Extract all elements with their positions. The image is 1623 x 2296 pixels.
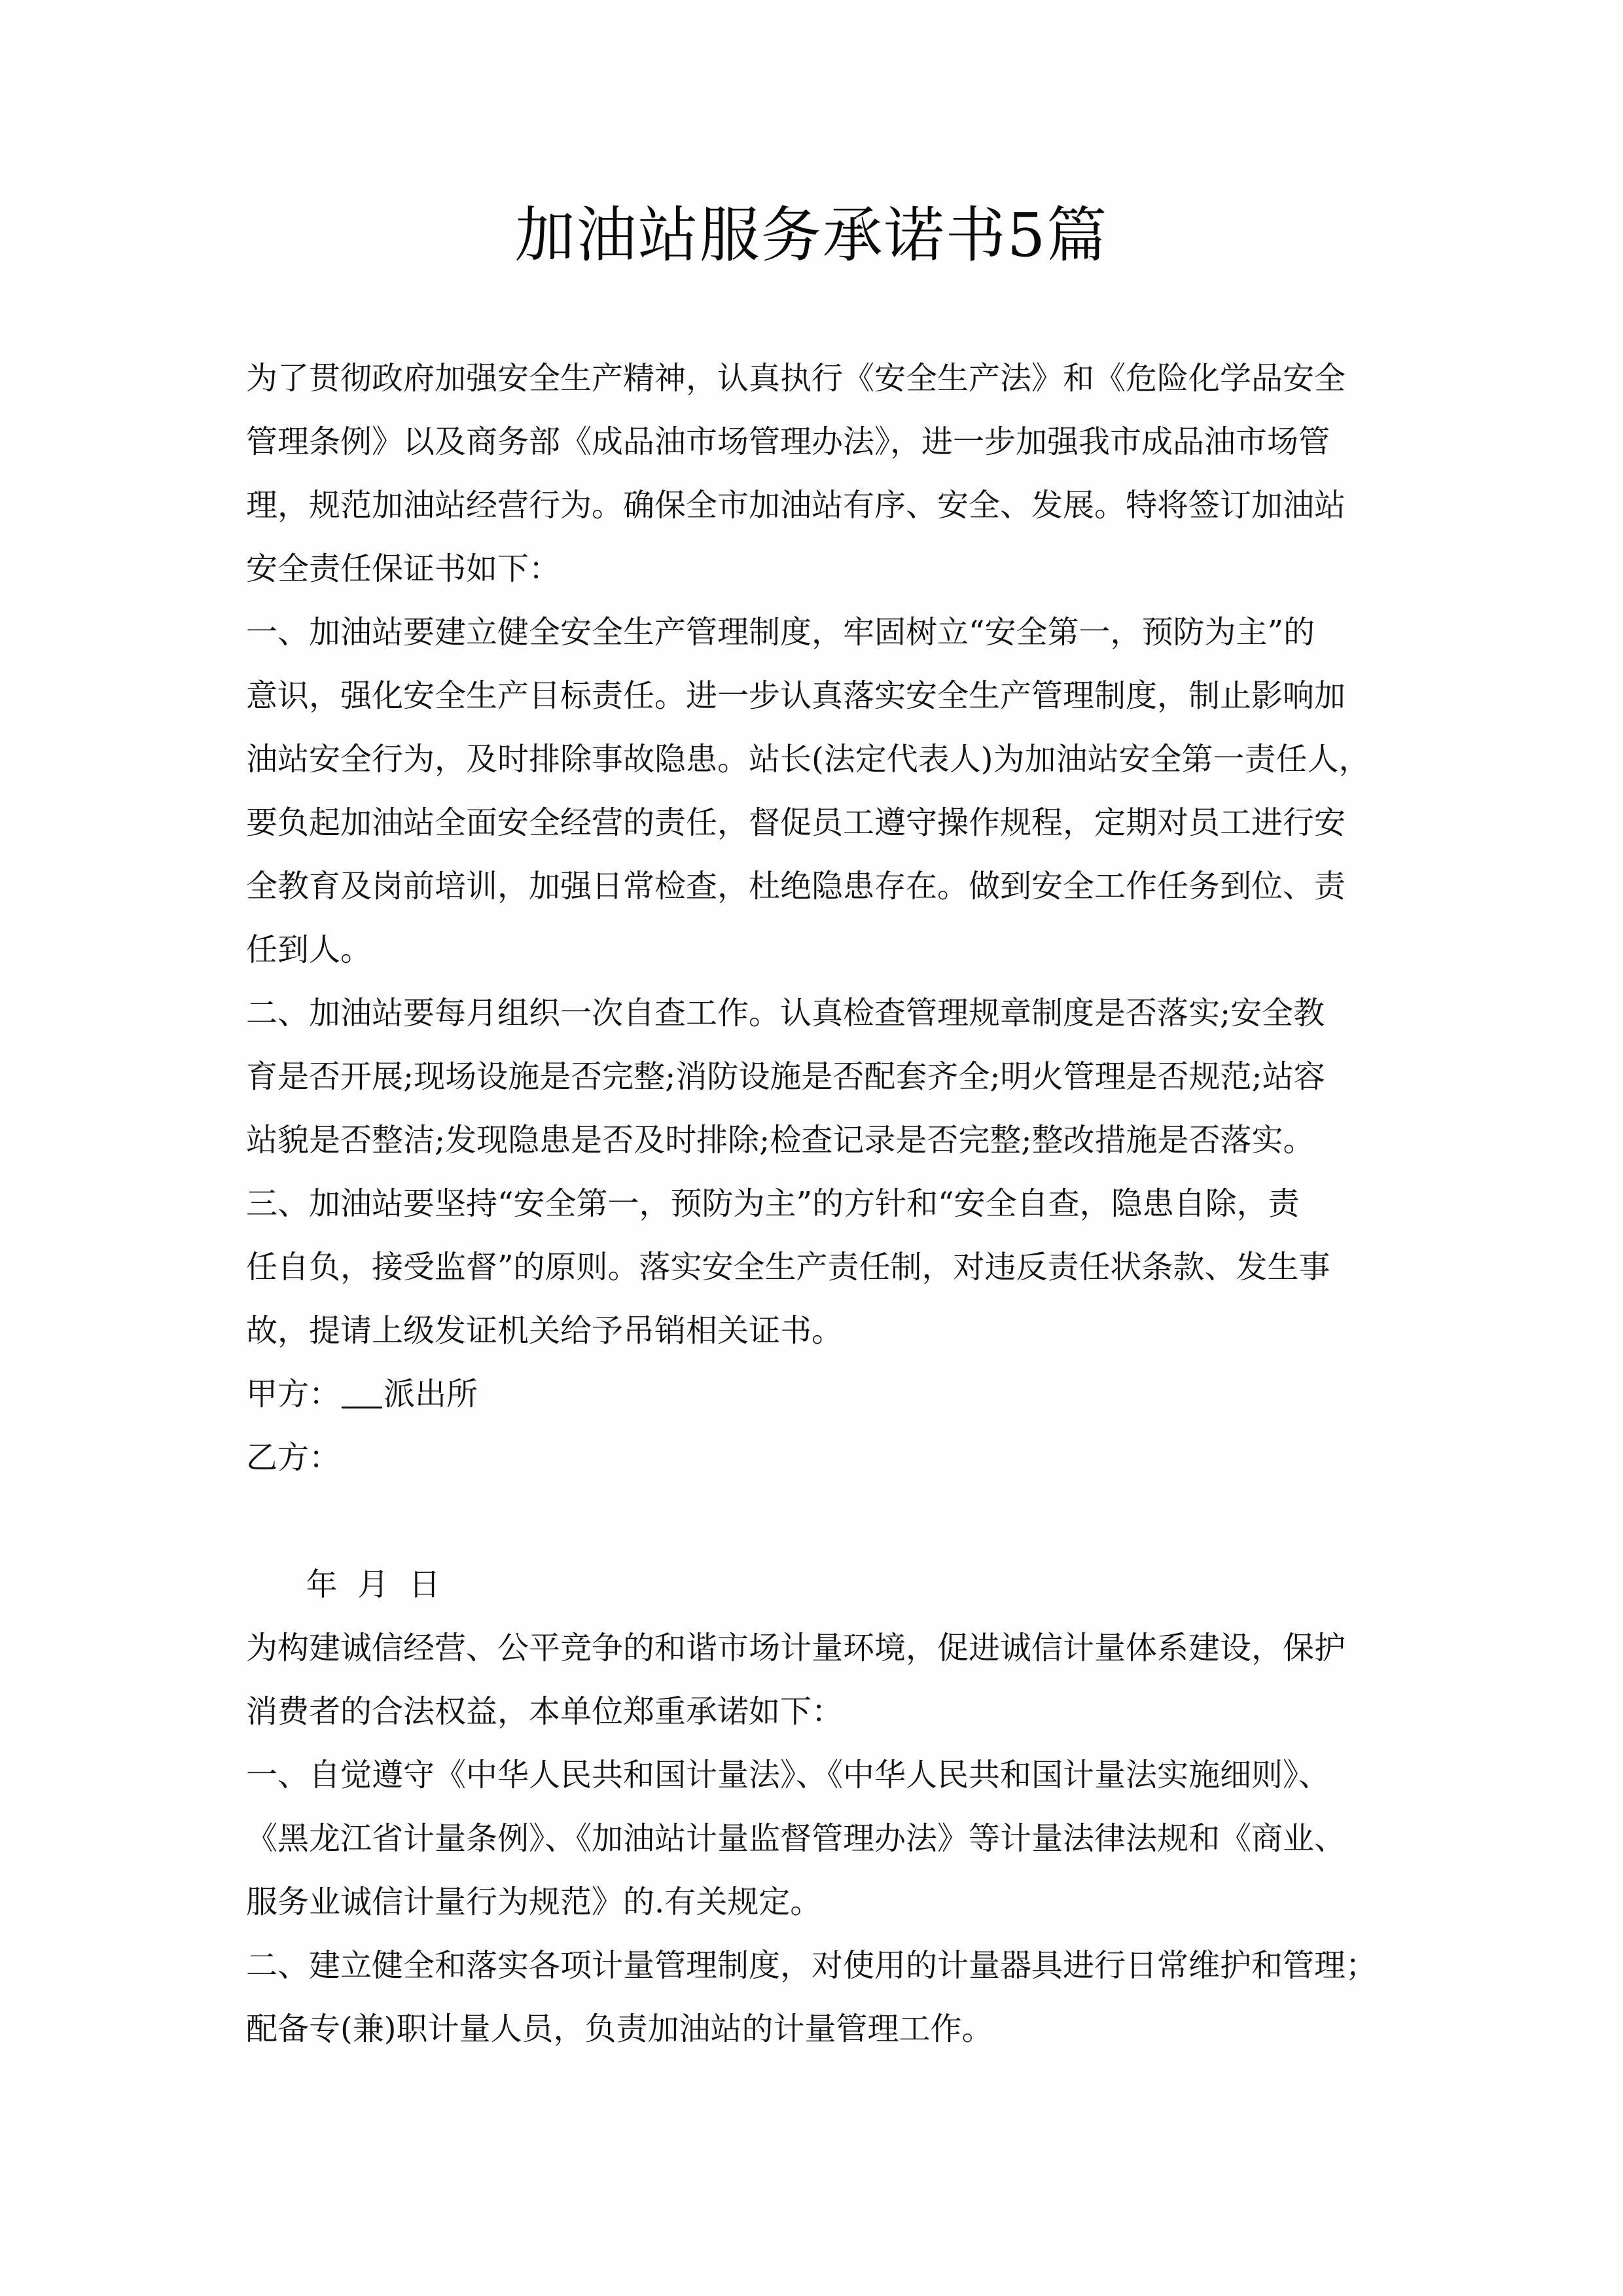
party-a-blank-field <box>342 1380 382 1408</box>
section1-item-2 <box>246 982 1398 1172</box>
text-line: 意识，强化安全生产目标责任。进一步认真落实安全生产管理制度，制止影响加 <box>246 677 1346 714</box>
text-line: 二、加油站要每月组织一次自查工作。认真检查管理规章制度是否落实;安全教 <box>246 995 1325 1031</box>
text-line: 消费者的合法权益，本单位郑重承诺如下： <box>246 1693 844 1730</box>
section2-item-2 <box>246 1934 1398 2061</box>
text-line: 要负起加油站全面安全经营的责任，督促员工遵守操作规程，定期对员工进行安 <box>246 804 1346 841</box>
text-line: 油站安全行为，及时排除事故隐患。站长(法定代表人)为加油站安全第一责任人， <box>246 741 1370 778</box>
party-a-label: 甲方： <box>246 1376 341 1412</box>
text-line: 管理条例》以及商务部《成品油市场管理办法》，进一步加强我市成品油市场管 <box>246 423 1330 460</box>
text-line: 任到人。 <box>246 931 372 968</box>
text-line: 为构建诚信经营、公平竞争的和谐市场计量环境，促进诚信计量体系建设，保护 <box>246 1630 1346 1666</box>
text-line: 服务业诚信计量行为规范》的.有关规定。 <box>246 1884 822 1920</box>
date-text: 年 月 日 <box>306 1566 440 1603</box>
text-line: 育是否开展;现场设施是否完整;消防设施是否配套齐全;明火管理是否规范;站容 <box>246 1058 1325 1095</box>
section1-intro <box>246 347 1398 601</box>
text-line: 配备专(兼)职计量人员，负责加油站的计量管理工作。 <box>246 2011 993 2047</box>
document-title: 加油站服务承诺书5篇 <box>514 200 1109 270</box>
text-line: 安全责任保证书如下： <box>246 550 561 587</box>
section1-item-1 <box>246 601 1398 982</box>
text-line: 一、自觉遵守《中华人民共和国计量法》、《中华人民共和国计量法实施细则》、 <box>246 1757 1330 1793</box>
document-body <box>246 347 1398 2061</box>
text-line: 站貌是否整洁;发现隐患是否及时排除;检查记录是否完整;整改措施是否落实。 <box>246 1122 1315 1158</box>
party-b-line <box>246 1426 1398 1490</box>
text-line: 三、加油站要坚持“安全第一，预防为主”的方针和“安全自查，隐患自除，责 <box>246 1185 1300 1222</box>
section2-item-1 <box>246 1744 1398 1934</box>
text-line: 为了贯彻政府加强安全生产精神，认真执行《安全生产法》和《危险化学品安全 <box>246 360 1346 397</box>
party-b-label: 乙方： <box>246 1439 341 1476</box>
section1-item-3 <box>246 1172 1398 1363</box>
text-line: 《黑龙江省计量条例》、《加油站计量监督管理办法》等计量法律法规和《商业、 <box>246 1820 1346 1857</box>
text-line: 一、加油站要建立健全安全生产管理制度，牢固树立“安全第一，预防为主”的 <box>246 614 1315 651</box>
section2-intro <box>246 1617 1398 1744</box>
text-line: 故，提请上级发证机关给予吊销相关证书。 <box>246 1312 844 1349</box>
text-line: 理，规范加油站经营行为。确保全市加油站有序、安全、发展。特将签订加油站 <box>246 487 1346 524</box>
text-line: 任自负，接受监督”的原则。落实安全生产责任制，对违反责任状条款、发生事 <box>246 1249 1330 1285</box>
party-a-value: 派出所 <box>383 1376 478 1412</box>
text-line: 全教育及岗前培训，加强日常检查，杜绝隐患存在。做到安全工作任务到位、责 <box>246 868 1346 905</box>
date-line <box>246 1490 1398 1603</box>
text-line: 二、建立健全和落实各项计量管理制度，对使用的计量器具进行日常维护和管理； <box>246 1947 1378 1984</box>
party-a-line <box>246 1363 1398 1426</box>
